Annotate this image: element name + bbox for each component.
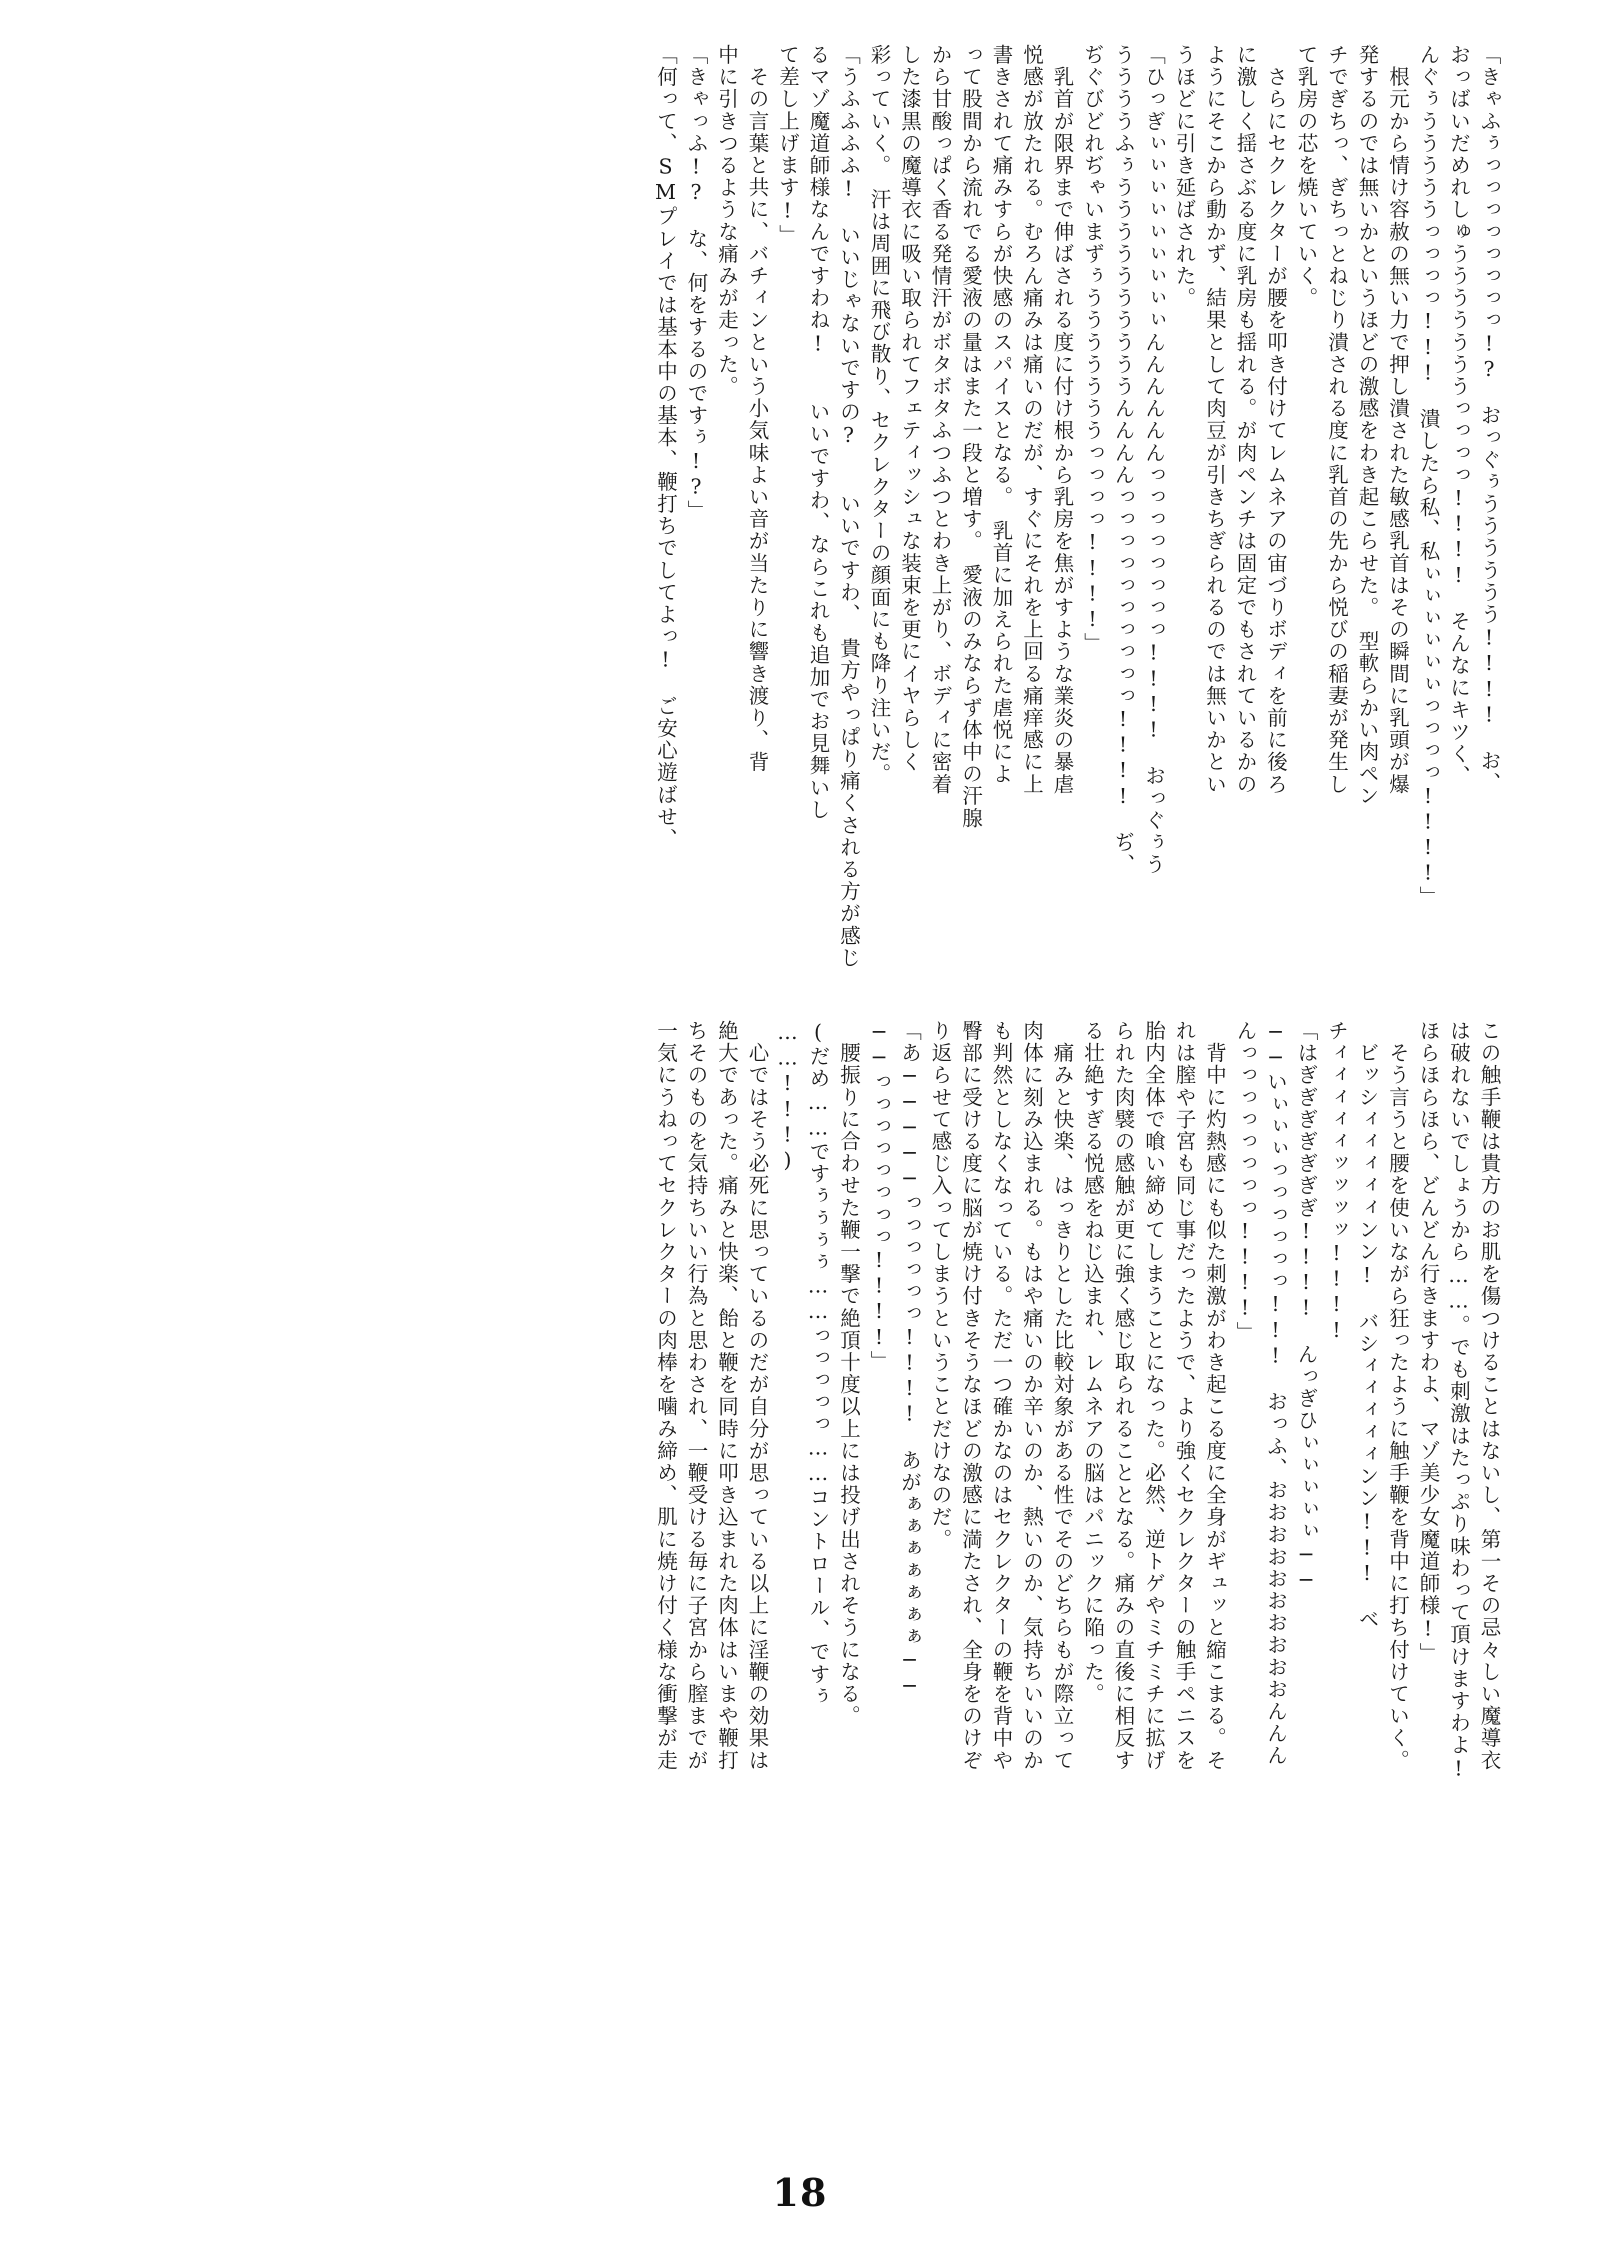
text-column-right-line-22: 「うふふふふ! いいじゃないですの? いいですわ、 貴方やっぱり痛くされる方が感じ [836,44,861,969]
text-column-right-line-20: した漆黒の魔導衣に吸い取られてフェティッシュな装束を更にイヤらしく [897,44,922,774]
text-block-left [90,1020,1504,2104]
text-column-left-line-27: ちそのものを気持ちいい行為と思わされ、一鞭受ける毎に子宮から膣までが [684,1020,708,1772]
text-column-left-line-9: んっっっっっっっっ!!!!」 [1233,1020,1257,1344]
text-column-right-line-15: 乳首が限界まで伸ばされる度に付け根から乳房を焦がすような業炎の暴虐 [1050,44,1074,796]
text-column-right-line-11: うほどに引き延ばされた。 [1172,44,1196,310]
text-column-right-line-8: さらにセクレクターが腰を叩き付けてレムネアの宙づりボディを前に後ろ [1263,44,1288,796]
text-column-left-line-17: も判然としなくなっている。ただ一つ確かなのはセクレクターの鞭を背中や [989,1020,1013,1772]
text-column-left-line-2: は破れないでしょうから……。でも刺激はたっぷり味わって頂けますわよ! [1446,1020,1471,1782]
text-column-left-line-6: チィィィィィッッッッ!!!! [1324,1020,1349,1344]
text-column-right-line-7: て乳房の芯を焼いていく。 [1294,44,1318,310]
text-column-left-line-1: この触手鞭は貴方のお肌を傷つけることはないし、第一その忌々しい魔導衣 [1477,1020,1501,1772]
text-column-right-line-4: 根元から情け容赦の無い力で押し潰された敏感乳首はその瞬間に乳頭が爆 [1385,44,1410,796]
text-column-left-line-8: ──いぃぃぃっっっっっっ!!! おっふ、おおおおおおおおおおんんん [1263,1020,1288,1767]
text-column-right-line-13: ううううふぅううううううううううんんんんっっっっっっっっっっ!!!! ぢ、 [1111,44,1135,876]
text-column-right-line-24: て差し上げます!」 [775,44,800,247]
text-column-left-line-19: り返らせて感じ入ってしまうということだけなのだ。 [928,1020,952,1551]
text-column-right-line-16: 悦感が放たれる。むろん痛みは痛いのだが、すぐにそれを上回る痛痒感に上 [1019,44,1044,796]
page-number: 18 [772,2170,828,2215]
text-column-right-line-2: おっばいだめれしゅうううううううっっっっ!!!! そんなにキツく、 [1446,44,1471,788]
text-column-right-line-19: から甘酸っぱく香る発情汗がボタボタふつふつとわき上がり、ボディに密着 [928,44,952,796]
text-column-right-line-21: 彩っていく。 汗は周囲に飛び散り、セクレクターの顔面にも降り注いだ。 [867,44,891,786]
text-column-left-line-4: そう言うと腰を使いながら狂ったように触手鞭を背中に打ち付けていく。 [1385,1020,1410,1772]
text-column-left-line-10: 背中に灼熱感にも似た刺激がわき起こる度に全身がギュッと縮こまる。そ [1202,1020,1227,1772]
text-column-right-line-17: 書きされて痛みすらが快感のスパイスとなる。 乳首に加えられた虐悦によ [989,44,1013,786]
text-column-left-line-26: 絶大であった。痛みと快楽、飴と鞭を同時に叩き込まれた肉体はいまや鞭打 [714,1020,739,1772]
text-column-left-line-25: 心ではそう必死に思っているのだが自分が思っている以上に淫鞭の効果は [745,1020,769,1772]
text-column-right-line-26: 中に引きつるような痛みが走った。 [714,44,739,398]
text-column-left-line-20: 「あ─────っっっっっっ!!!! あがぁぁぁぁぁぁぁ── [897,1020,922,1700]
text-column-left-line-5: ビッシィィィィィンン! バシィィィィィンン!!! ベ [1355,1020,1379,1631]
text-column-left-line-28: 一気にうねってセクレクターの肉棒を噛み締め、肌に焼け付く様な衝撃が走 [653,1020,678,1772]
text-column-right-line-9: に激しく揺さぶる度に乳房も揺れる。が肉ペンチは固定でもされているかの [1233,44,1257,796]
text-column-left-line-7: 「はぎぎぎぎぎぎぎ!!!! んっぎひぃぃぃぃぃ── [1294,1020,1318,1594]
text-column-right-line-3: んぐぅうううううっっっっ!!! 潰したら私、私ぃぃぃぃぃぃっっっっ!!!!」 [1416,44,1440,909]
text-column-left-line-24: ……!!!) [775,1020,800,1174]
text-column-right-line-27: 「きゃっふ!? な、何をするのですぅ!?」 [684,44,708,523]
text-column-right-line-28: 「何って、SMプレイでは基本中の基本、鞭打ちでしてよっ! ご安心遊ばせ、 [653,44,678,851]
text-column-left-line-3: ほらほらほら、どんどん行きますわよ、マゾ美少女魔道師様!」 [1416,1020,1440,1665]
text-column-left-line-15: 痛みと快楽、はっきりとした比較対象がある性でそのどちらもが際立って [1050,1020,1074,1772]
text-column-right-line-10: ようにそこから動かず、結果として肉豆が引きちぎられるのでは無いかとい [1202,44,1227,796]
text-column-left-line-12: 胎内全体で喰い締めてしまうことになった。必然、逆トゲやミチミチに拡げ [1141,1020,1166,1772]
text-column-left-line-21: ──っっっっっっっっ!!!!」 [867,1020,891,1373]
text-column-left-line-11: れは膣や子宮も同じ事だったようで、より強くセクレクターの触手ペニスを [1172,1020,1196,1772]
text-column-right-line-6: チでぎちっ、ぎちっとねじり潰される度に乳首の先から悦びの稲妻が発生し [1324,44,1349,796]
text-column-left-line-14: る壮絶すぎる悦感をねじ込まれ、レムネアの脳はパニックに陥った。 [1080,1020,1105,1706]
text-column-left-line-18: 臀部に受ける度に脳が焼け付きそうなほどの激感に満たされ、全身をのけぞ [958,1020,983,1772]
text-column-right-line-14: ぢぐびどれぢゃいまずぅうううううううっっっっ!!!!」 [1080,44,1105,655]
text-column-right-line-5: 発するのでは無いかというほどの激感をわき起こらせた。 型軟らかい肉ペン [1355,44,1379,808]
text-column-right-line-23: るマゾ魔道師様なんですわね! いいですわ、ならこれも追加でお見舞いし [806,44,830,821]
text-column-right-line-18: って股間から流れでる愛液の量はまた一段と増す。 愛液のみならず体中の汗腺 [958,44,983,830]
text-column-left-line-13: られた肉襞の感触が更に強く感じ取られることとなる。痛みの直後に相反す [1111,1020,1135,1772]
text-column-left-line-23: (だめ……ですぅぅぅぅ……っっっっっ……コントロール、ですぅ [806,1020,830,1708]
text-column-right-line-12: 「ひっぎぃぃぃぃぃぃぃぃぃんんんんんんっっっっっっっっ!!!! おっぐぅう [1141,44,1166,876]
text-column-right-line-25: その言葉と共に、バチィンという小気味よい音が当たりに響き渡り、背 [745,44,769,774]
text-column-right-line-1: 「きゃふぅっっっっっっっっ!? おっぐぅうううううう!!!! お、 [1477,44,1501,795]
text-column-left-line-16: 肉体に刻み込まれる。もはや痛いのか辛いのか、熱いのか、気持ちいいのか [1019,1020,1044,1772]
text-column-left-line-22: 腰振りに合わせた鞭一撃で絶頂十度以上には投げ出されそうになる。 [836,1020,861,1728]
